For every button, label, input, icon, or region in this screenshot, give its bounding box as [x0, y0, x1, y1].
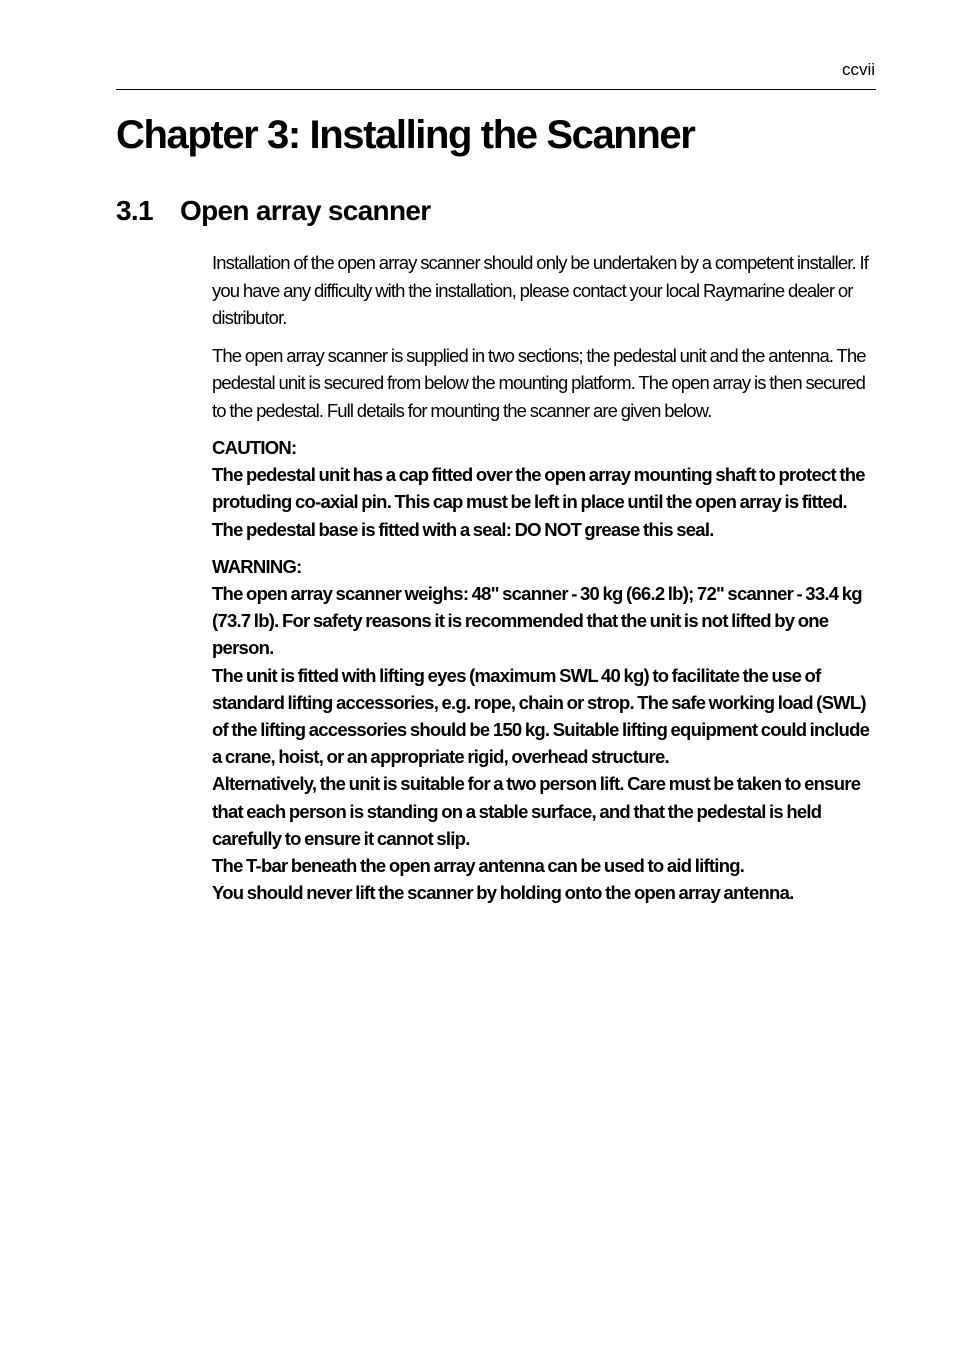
intro-paragraph: Installation of the open array scanner should only be undertaken by a competent installer. If you have any difficulty with the installation, please contact your local Raymarine dealer or distributor. — [212, 252, 868, 328]
warning-line: Alternatively, the unit is suitable for a two person lift. Care must be taken to ensure that each person is standing on a stable surface, and that the pedestal is held carefully to ensure it cannot slip. — [212, 773, 861, 849]
caution-line: The pedestal unit has a cap fitted over the open array mounting shaft to protect the protuding co-axial pin. This cap must be left in place until the open array is fitted. — [212, 464, 865, 513]
section-body — [212, 249, 874, 916]
section-number: 3.1 — [116, 195, 153, 226]
warning-notice — [212, 553, 874, 907]
chapter-title: Chapter 3: Installing the Scanner — [116, 113, 695, 157]
sections-paragraph: The open array scanner is supplied in two sections; the pedestal unit and the antenna. The pedestal unit is secured from below the mounting platform. The open array is then secured to the pedestal. Full details for mounting the scanner are given below. — [212, 344, 866, 421]
warning-line: The open array scanner weighs: 48" scanner - 30 kg (66.2 lb); 72" scanner - 33.4 kg (73.7 lb). For safety reasons it is recommended that the unit is not lifted by one person. — [212, 583, 862, 659]
caution-title: CAUTION: — [212, 437, 297, 458]
warning-title: WARNING: — [212, 555, 302, 577]
page-number: ccvii — [841, 60, 875, 79]
warning-line: The unit is fitted with lifting eyes (maximum SWL 40 kg) to facilitate the use of standard lifting accessories, e.g. rope, chain or strop. The safe working load (SWL) of the lifting accessories should be 150 kg. Suitable lifting equipment could include a crane, hoist, or an appropriate rigid, overhead structure. — [212, 664, 870, 768]
warning-line: You should never lift the scanner by holding onto the open array antenna. — [212, 882, 794, 904]
warning-line: The T-bar beneath the open array antenna can be used to aid lifting. — [212, 855, 745, 877]
caution-line: The pedestal base is fitted with a seal: DO NOT grease this seal. — [212, 518, 714, 540]
header-rule — [116, 89, 876, 90]
caution-notice — [212, 434, 874, 543]
section-title: Open array scanner — [180, 195, 431, 226]
section-heading — [116, 195, 430, 227]
